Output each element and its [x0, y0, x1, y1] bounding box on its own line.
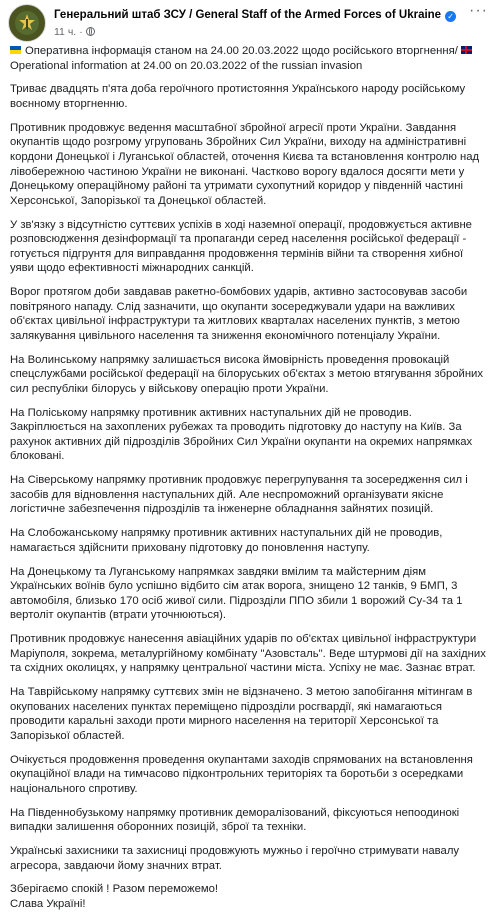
intro-paragraph [10, 44, 490, 73]
paragraph: На Поліському напрямку противник активних наступальних дій не проводив. Закріплюється на захоплених рубежах та проводить підготовку до наступу на Київ. За рахунок активних дій підрозділів Збройних Сил України окупанти на окремих напрямках блоковані. [10, 406, 473, 463]
post-body [8, 44, 490, 912]
closing-line-1: Зберігаємо спокій ! Разом переможемо! [10, 883, 219, 896]
intro-ua: Оперативна інформація станом на 24.00 20.03.2022 щодо російського вторгнення/ [25, 45, 458, 57]
post-header [8, 4, 490, 44]
closing-paragraph [10, 882, 490, 911]
paragraph: На Таврійському напрямку суттєвих змін не відзначено. З метою запобігання мітингам в окупованих населених пунктах переміщено підрозділи росгвардії, які намагаються проводити каральні заходи проти мирного населення на території Херсонської та Запорізької областей. [10, 686, 473, 742]
united-kingdom-flag-icon [461, 46, 472, 54]
paragraph: Противник продовжує нанесення авіаційних ударів по об'єктах цивільної інфраструктури Маріуполя, зокрема, металургійному комбінату "Азовсталь". Веде штурмові дії на західних та східних околицях, у напрямку центральної частини міста. Успіху не має. Зазнає втрат. [10, 633, 486, 675]
globe-icon[interactable] [86, 27, 95, 36]
intro-en: Operational information at 24.00 on 20.03.2022 of the russian invasion [10, 59, 363, 72]
paragraph: На Волинському напрямку залишається висока ймовірність проведення провокацій спецслужбами російської федерації на білоруських об'єктах з метою втягування збройних сил республіки білорусь у військову операцію проти України. [10, 353, 484, 395]
header-text [54, 4, 467, 39]
paragraph: На Південнобузькому напрямку противник деморалізований, фіксуються непоодинокі випадки залишення оборонних позицій, зброї та техніки. [10, 806, 460, 834]
page-avatar[interactable] [8, 4, 46, 42]
paragraph: У зв'язку з відсутністю суттєвих успіхів в ході наземної операції, продовжується активне розповсюдження дезінформації та пропаганди серед населення російської федерації - готується підгрунтя для виправдання продовження термінів війни та створення хибної уяви щодо ефективності міжнародних санкцій. [10, 218, 472, 275]
ukraine-flag-icon [10, 46, 21, 54]
paragraph: На Сіверському напрямку противник продовжує перегрупування та зосередження сил і засобів для відновлення наступальних дій. Але неспроможний організувати якісне логістичне забезпечення підрозділів та інженерне обладнання зайнятих позицій. [10, 474, 468, 516]
paragraph: Ворог протягом доби завдавав ракетно-бомбових ударів, активно застосовував засоби повітряного нападу. Слід зазначити, що окупанти зосереджували удари на важливих об'єктах цивільної інфраструктури та житлових кварталах населених пунктів, з метою залякування цивільного населення та зниження економічного потенціалу України. [10, 286, 468, 342]
page-name-link[interactable]: Генеральний штаб ЗСУ / General Staff of the Armed Forces of Ukraine [54, 9, 442, 21]
paragraph: Очікується продовження проведення окупантами заходів спрямованих на встановлення окупаційної влади на тимчасово підконтрольних територіях та боротьби з осередками національного спротиву. [10, 753, 473, 795]
check-badge-icon: ✓ [445, 11, 456, 22]
paragraph: На Слобожанському напрямку противник активних наступальних дій не проводив, намагається здійснити приховану підготовку до поновлення наступу. [10, 527, 443, 554]
post-meta [54, 25, 467, 39]
more-horizontal-icon[interactable]: ··· [469, 2, 488, 19]
paragraph: На Донецькому та Луганському напрямках завдяки вмілим та майстерним діям Українських воїнів було успішно відбито сім атак ворога, знищено 12 танків, 9 БМП, 3 автомобіля, близько 170 осіб живої сили. Підрозділи ППО збили 1 ворожий Су-34 та 1 вертоліт окупантів (втрати уточнюються). [10, 565, 463, 622]
meta-separator: · [79, 26, 83, 38]
paragraph: Українські захисники та захисниці продовжують мужньо і героїчно стримувати навалу агресора, завдаючи йому значних втрат. [10, 844, 460, 872]
closing-line-2: Слава Україні! [10, 897, 86, 910]
post-time[interactable]: 11 ч. [54, 26, 77, 38]
paragraph: Триває двадцять п'ята доба героїчного протистояння Українського народу російському воєнному вторгненню. [10, 83, 466, 110]
armed-forces-emblem-icon [14, 10, 40, 36]
paragraph: Противник продовжує ведення масштабної збройної агресії проти України. Завдання окупантів щодо розгрому угруповань Збройних Сил України, виходу на адміністративні кордони Донецької і Луганської областей, оточення Києва та встановлення контролю над лівобережною частиною України не виконані. Частково ворогу вдалося досягти мети у Донецькому операційному районі та утримати сухопутний коридор у південній частині Херсонської, Запорізької та Донецької областей. [10, 121, 480, 207]
